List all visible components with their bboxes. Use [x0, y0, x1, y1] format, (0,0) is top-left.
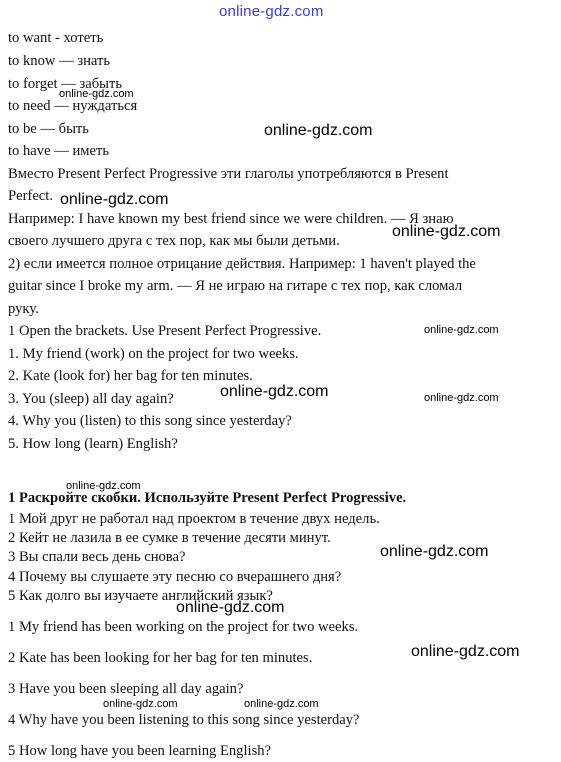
translation-item: 3 Вы спали весь день снова?	[8, 549, 186, 565]
watermark: online-gdz.com	[60, 191, 169, 208]
verb-forget: to forget — забыть	[8, 76, 122, 92]
verb-know: to know — знать	[8, 53, 111, 69]
watermark: online-gdz.com	[220, 383, 329, 400]
watermark: online-gdz.com	[103, 698, 178, 710]
header-watermark: online-gdz.com	[219, 3, 324, 20]
answer-item: 3 Have you been sleeping all day again?	[8, 681, 244, 697]
exercise-item: 2. Kate (look for) her bag for ten minutes.	[8, 368, 253, 384]
verb-need: to need — нуждаться	[8, 98, 138, 114]
example-text: guitar since I broke my arm. — Я не играю на гитаре с тех пор, как сломал	[8, 278, 463, 294]
exercise-title: 1 Open the brackets. Use Present Perfect Progressive.	[8, 323, 322, 339]
answer-item: 5 How long have you been learning English?	[8, 743, 272, 759]
watermark: online-gdz.com	[66, 480, 141, 492]
verb-be: to be — быть	[8, 121, 89, 137]
watermark: online-gdz.com	[392, 223, 501, 240]
watermark: online-gdz.com	[380, 543, 489, 560]
exercise-item: 3. You (sleep) all day again?	[8, 391, 174, 407]
example-text: руку.	[8, 301, 39, 317]
example-text: своего лучшего друга с тех пор, как мы были детьми.	[8, 233, 340, 249]
example-text: Например: I have known my best friend since we were children. — Я знаю	[8, 211, 454, 227]
answer-item: 4 Why have you been listening to this song since yesterday?	[8, 712, 360, 728]
answer-item: 2 Kate has been looking for her bag for ten minutes.	[8, 650, 313, 666]
translation-title: 1 Раскройте скобки. Используйте Present Perfect Progressive.	[8, 490, 407, 506]
rule-text: 2) если имеется полное отрицание действия. Например: 1 haven't played the	[8, 256, 476, 272]
translation-item: 1 Мой друг не работал над проектом в течение двух недель.	[8, 511, 380, 527]
verb-want: to want - хотеть	[8, 30, 104, 46]
rule-text: Вместо Present Perfect Progressive эти глаголы употребляются в Present	[8, 166, 449, 182]
verb-have: to have — иметь	[8, 143, 109, 159]
watermark: online-gdz.com	[424, 392, 499, 404]
translation-item: 2 Кейт не лазила в ее сумке в течение десяти минут.	[8, 530, 331, 546]
watermark: online-gdz.com	[244, 698, 319, 710]
watermark: online-gdz.com	[424, 324, 499, 336]
rule-text: Perfect.	[8, 188, 53, 204]
watermark: online-gdz.com	[59, 88, 134, 100]
exercise-item: 5. How long (learn) English?	[8, 436, 178, 452]
watermark: online-gdz.com	[264, 122, 373, 139]
exercise-item: 4. Why you (listen) to this song since yesterday?	[8, 413, 292, 429]
translation-item: 5 Как долго вы изучаете английский язык?	[8, 588, 273, 604]
answer-item: 1 My friend has been working on the project for two weeks.	[8, 619, 359, 635]
watermark: online-gdz.com	[411, 643, 520, 660]
exercise-item: 1. My friend (work) on the project for two weeks.	[8, 346, 299, 362]
translation-item: 4 Почему вы слушаете эту песню со вчерашнего дня?	[8, 569, 342, 585]
watermark: online-gdz.com	[176, 599, 285, 616]
